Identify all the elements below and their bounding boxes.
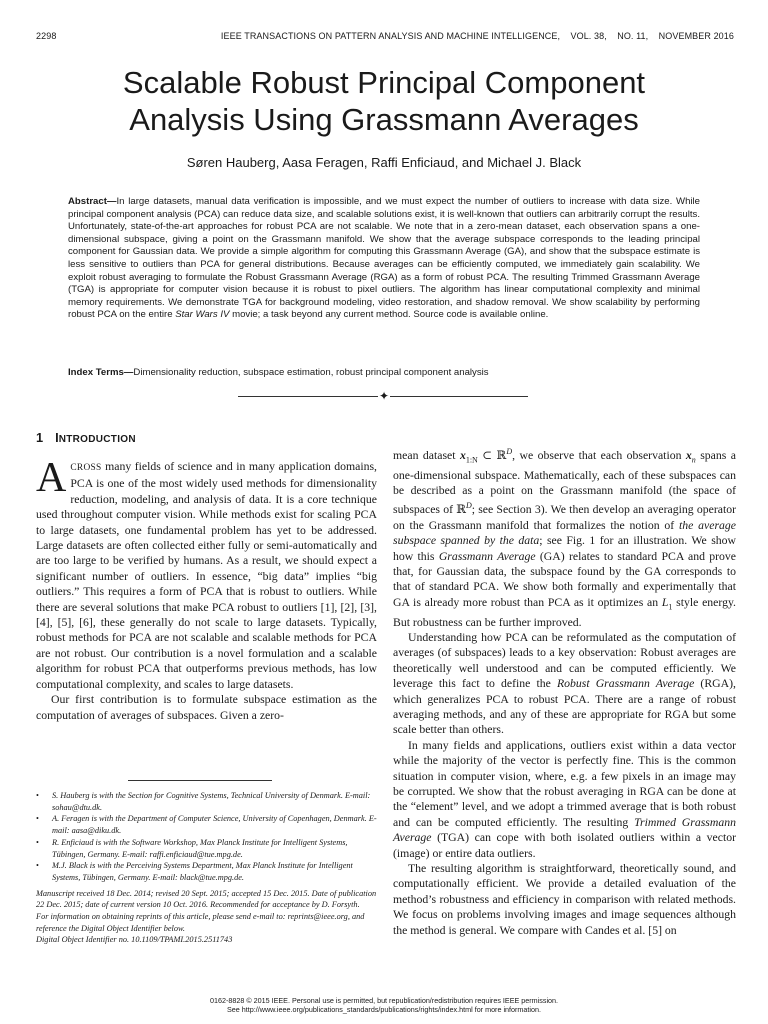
footnote-manuscript-dates: Manuscript received 18 Dec. 2014; revised 20 Sept. 2015; accepted 15 Dec. 2015. Date of publication 22 Dec. 2015; date of current version 10 Oct. 2016. Recommended for acceptance by D. Forsyth. bbox=[36, 888, 377, 910]
math-subscript: 1:N bbox=[465, 455, 478, 465]
right-paragraph-3 bbox=[393, 738, 736, 861]
italic-phrase: Grassmann Average bbox=[438, 549, 536, 563]
math-symbol: x bbox=[459, 448, 466, 462]
math-superscript: D bbox=[506, 447, 513, 456]
intro-paragraph-2: Our first contribution is to formulate subspace estimation as the computation of averages of subspaces. Given a zero- bbox=[36, 693, 377, 722]
footnote-affiliation: • A. Feragen is with the Department of Computer Science, University of Copenhagen, Denmark. E-mail: aasa@diku.dk. bbox=[36, 813, 377, 836]
abstract-text-1: In large datasets, manual data verification is impossible, and we must expect the number of outliers to increase with data size. While principal component analysis (PCA) can reduce data size, and scalable solutions exist, it is well-known that outliers can arbitrarily corrupt the results. Unfortunately, state-of-the-art approaches for robust PCA are not scalable. We note that in a zero-mean dataset, each observation spans a one-dimensional subspace, giving a point on the Grassmann manifold. We show that the average subspace corresponds to the leading principal component for Gaussian data. We provide a simple algorithm for computing this Grassmann Average (GA), and show that the subspace estimate is less sensitive to outliers than PCA for general distributions. Because averages can be efficiently computed, we immediately gain scalability. We exploit robust averaging to formulate the Robust Grassmann Average (RGA) as a form of robust PCA. The resulting Trimmed Grassmann Average (TGA) is appropriate for computer vision because it is robust to pixel outliers. The algorithm has linear computational complexity and minimal memory requirements. We demonstrate TGA for background modeling, video restoration, and shadow removal. We show scalability by performing robust PCA on the entire bbox=[68, 196, 700, 321]
section-number: 1 bbox=[36, 430, 44, 445]
copyright-notice bbox=[0, 996, 768, 1014]
divider-ornament-icon: ✦ bbox=[378, 389, 390, 403]
footnote-reprints: For information on obtaining reprints of this article, please send e-mail to: reprints@ieee.org, and reference the Digital Object Identifier below. bbox=[36, 912, 365, 933]
footnotes bbox=[36, 790, 377, 946]
math-symbol: L bbox=[661, 595, 669, 609]
lead-smallcaps: CROSS bbox=[70, 463, 102, 473]
right-paragraph-4: The resulting algorithm is straightforward, theoretically sound, and computationally efficient. We provide a detailed evaluation of the method’s robustness and efficiency in comparison with related methods. We focus on problems involving images and image sequences although the method is general. We compare with Candes et al. [5] on bbox=[393, 862, 736, 937]
italic-phrase: Robust Grassmann Average bbox=[556, 677, 695, 691]
copyright-line-1: 0162-8828 © 2015 IEEE. Personal use is permitted, but republication/redistribution requires IEEE permission. bbox=[209, 996, 559, 1005]
text-run: , we observe that each observation bbox=[512, 448, 686, 462]
math-subscript: 1 bbox=[668, 602, 673, 612]
drop-cap: A bbox=[36, 455, 67, 501]
right-column bbox=[393, 444, 736, 938]
text-run: ; see Section 3). We then develop an averaging operator on the Grassmann manifold that formalizes the notion of bbox=[393, 503, 737, 532]
paper-title bbox=[0, 64, 768, 138]
text-run: (GA) relates to standard PCA and prove that, for Gaussian data, the subspace found by the GA corresponds to that of standard PCA. We show both formally and experimentally that GA is already more robust than PCA as it optimizes an bbox=[393, 549, 736, 609]
index-terms-label: Index Terms— bbox=[68, 367, 134, 378]
italic-phrase: Trimmed Grassmann Average bbox=[393, 815, 736, 845]
footnote-affiliation: • S. Hauberg is with the Section for Cognitive Systems, Technical University of Denmark. E-mail: sohau@dtu.dk. bbox=[36, 790, 377, 813]
text-run: (TGA) can cope with both isolated outliers within a vector (image) or entire data outliers. bbox=[393, 831, 736, 860]
italic-phrase: the average subspace spanned by the data bbox=[393, 518, 736, 548]
text-run: (RGA), which generalizes PCA to robust PCA. There are a range of robust averaging methods, and any of these are appropriate for RGA but some scale better than others. bbox=[393, 677, 736, 737]
abstract-italic: Star Wars IV bbox=[175, 309, 230, 321]
page-number: 2298 bbox=[36, 31, 57, 41]
running-head bbox=[36, 31, 734, 43]
text-run: spans a one-dimensional subspace. Mathematically, each of these subspaces can be described as a point on the Grassmann manifold (the space of subspaces of ℝ bbox=[393, 448, 736, 517]
text-run: ⊂ ℝ bbox=[477, 448, 507, 462]
footnote-affiliation: • R. Enficiaud is with the Software Workshop, Max Planck Institute for Intelligent Systems, Tübingen, Germany. E-mail: raffi.enficiaud@tue.mpg.de. bbox=[36, 837, 377, 860]
abstract bbox=[68, 196, 700, 322]
title-line-1: Scalable Robust Principal Component bbox=[122, 65, 646, 100]
text-run: ; see Fig. 1 for an illustration. We show how this bbox=[393, 534, 736, 563]
footnote-rule bbox=[128, 780, 272, 781]
footnote-doi: Digital Object Identifier no. 10.1109/TPAMI.2015.2511743 bbox=[36, 935, 233, 945]
section-title-initial: I bbox=[55, 430, 59, 445]
right-paragraph-2 bbox=[393, 630, 736, 738]
author-list: Søren Hauberg, Aasa Feragen, Raffi Enficiaud, and Michael J. Black bbox=[186, 155, 582, 170]
math-subscript: n bbox=[691, 455, 696, 465]
journal-header: IEEE TRANSACTIONS ON PATTERN ANALYSIS AND MACHINE INTELLIGENCE, VOL. 38, NO. 11, NOVEMBER 2016 bbox=[220, 31, 734, 41]
math-symbol: x bbox=[685, 448, 692, 462]
abstract-text-2: movie; a task beyond any current method. Source code is available online. bbox=[229, 309, 549, 321]
text-run: style energy. But robustness can be further improved. bbox=[393, 595, 736, 629]
index-terms-text: Dimensionality reduction, subspace estimation, robust principal component analysis bbox=[133, 367, 489, 378]
text-run: mean dataset bbox=[393, 448, 460, 462]
text-run: Understanding how PCA can be reformulated as the computation of averages (of subspaces) leads to a key observation: Robust averages are theoretically well understood and can be computed efficiently. We leverage this fact to define the bbox=[393, 630, 736, 691]
text-run: In many fields and applications, outliers exist within a data vector while the majority of the vector is perfectly fine. This is the common situation in computer vision, where, e.g. a few pixels in an image may be corrupted. We show that the robust averaging in RGA can be done at the “element” level, and we adopt a trimmed average that is both robust and can be computed efficiently. The resulting bbox=[393, 738, 736, 829]
section-heading bbox=[36, 430, 377, 448]
left-column bbox=[36, 430, 377, 723]
abstract-label: Abstract— bbox=[68, 196, 117, 207]
right-paragraph-1 bbox=[393, 444, 736, 630]
copyright-line-2: See http://www.ieee.org/publications_standards/publications/rights/index.html for more information. bbox=[226, 1005, 542, 1014]
title-line-2: Analysis Using Grassmann Averages bbox=[129, 102, 639, 137]
math-superscript: D bbox=[465, 501, 472, 511]
section-title-rest: NTRODUCTION bbox=[58, 434, 136, 445]
intro-paragraph-1-text: many fields of science and in many application domains, PCA is one of the most widely used methods for dimensionality reduction, modeling, and analysis of data. It is a core technique used throughout computer vision. While methods exist for scaling PCA to large datasets, one fundamental problem has yet to be addressed. Large datasets are often collected either fully or semi-automatically and are too large to be verified by humans. As a result, we should expect a significant number of outliers. In essence, “big data” implies “big outliers.” This requires a form of PCA that is robust to outliers. While there are several solutions that make PCA robust to outliers [1], [2], [3], [4], [5], [6], these generally do not scale to large datasets. Typically, robust methods for PCA are not scalable and scalable methods for PCA are not robust. Our contribution is a novel formulation and a scalable algorithm for robust PCA that outperforms previous methods, has low computational complexity, and scales to large datasets. bbox=[36, 460, 377, 691]
footnote-affiliation: • M.J. Black is with the Perceiving Systems Department, Max Planck Institute for Intelligent Systems, Tübingen, Germany. E-mail: black@tue.mpg.de. bbox=[36, 860, 377, 883]
index-terms bbox=[68, 366, 700, 379]
intro-paragraph-1 bbox=[36, 455, 377, 692]
